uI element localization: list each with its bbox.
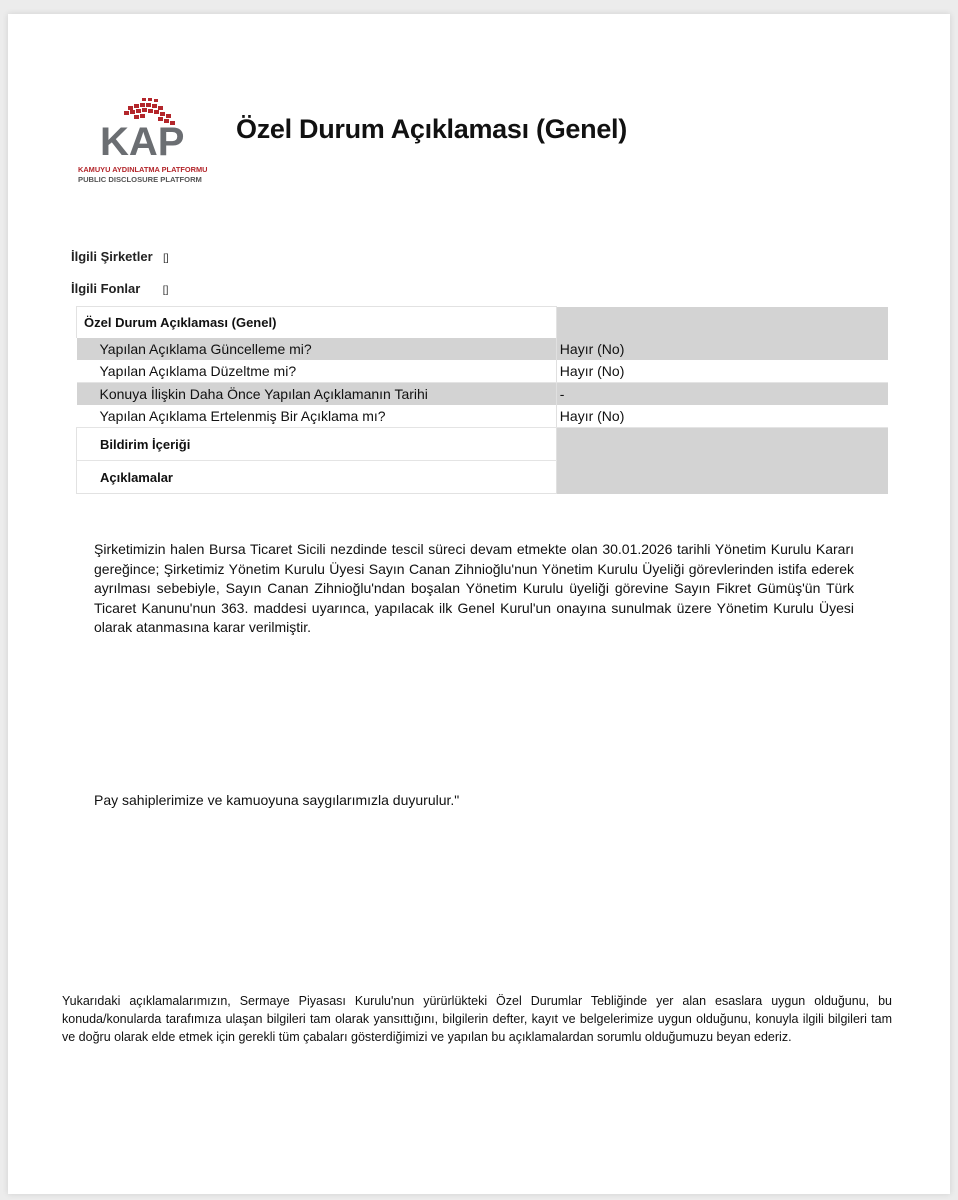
explanations-label: Açıklamalar xyxy=(77,461,557,494)
row-label: Yapılan Açıklama Güncelleme mi? xyxy=(77,338,557,360)
document-page xyxy=(8,14,950,1194)
page-title: Özel Durum Açıklaması (Genel) xyxy=(236,114,627,144)
row-value: Hayır (No) xyxy=(556,338,888,360)
logo-line2: PUBLIC DISCLOSURE PLATFORM xyxy=(78,175,202,184)
row-label: Yapılan Açıklama Düzeltme mi? xyxy=(77,360,557,383)
announcement-closing: Pay sahiplerimize ve kamuoyuna saygılarımızla duyurulur." xyxy=(94,792,460,808)
announcement-paragraph: Şirketimizin halen Bursa Ticaret Sicili nezdinde tescil süreci devam etmekte olan 30.01.2026 tarihli Yönetim Kurulu Kararı gereğince; Şirketimiz Yönetim Kurulu Üyesi Sayın Canan Zihnioğlu'nun Yönetim Kurulu Üyeliği görevlerinden istifa ederek ayrılması sebebiyle, Sayın Canan Zihnioğlu'ndan boşalan Yönetim Kurulu üyeliği görevine Sayın Fikret Gümüş'ün Türk Ticaret Kanunu'nun 363. maddesi uyarınca, yapılacak ilk Genel Kurul'un onayına sunulmak üzere Yönetim Kurulu Üyesi olarak atanmasına karar verilmiştir. xyxy=(94,541,854,635)
content-value xyxy=(556,428,888,461)
related-companies xyxy=(71,248,169,266)
related-companies-value: [] xyxy=(163,253,169,264)
row-value: Hayır (No) xyxy=(556,405,888,428)
table-row xyxy=(77,405,889,428)
disclosure-info-table xyxy=(76,306,888,494)
table-section-header xyxy=(77,307,889,339)
table-row xyxy=(77,338,889,360)
row-label: Yapılan Açıklama Ertelenmiş Bir Açıklama mı? xyxy=(77,405,557,428)
legal-disclaimer: Yukarıdaki açıklamalarımızın, Sermaye Piyasası Kurulu'nun yürürlükteki Özel Durumlar Tebliğinde yer alan esaslara uygun olduğunu, bu konuda/konularda tarafımıza ulaşan bilgileri tam olarak yansıttığını, bilgilerin defter, kayıt ve belgelerimize uygun olduğunu, konuyla ilgili bilgileri tam ve doğru olarak elde etmek için gerekli tüm çabaları gösterdiğimizi ve yapılan bu açıklamalardan sorumlu olduğumuzu beyan ederiz. xyxy=(62,994,892,1044)
related-companies-label: İlgili Şirketler xyxy=(71,249,153,264)
explanations-row xyxy=(77,461,889,494)
related-funds-value: [] xyxy=(162,285,169,296)
kap-logo xyxy=(70,92,220,192)
logo-line1: KAMUYU AYDINLATMA PLATFORMU xyxy=(78,165,208,174)
row-value: Hayır (No) xyxy=(556,360,888,383)
section-title-value xyxy=(556,307,888,339)
related-funds-label: İlgili Fonlar xyxy=(71,281,141,296)
related-funds xyxy=(71,280,168,298)
logo-brand-text: KAP xyxy=(100,120,185,164)
content-row xyxy=(77,428,889,461)
explanations-value xyxy=(556,461,888,494)
content-label: Bildirim İçeriği xyxy=(77,428,557,461)
table-row xyxy=(77,360,889,383)
table-row xyxy=(77,383,889,406)
row-value: - xyxy=(556,383,888,406)
section-title: Özel Durum Açıklaması (Genel) xyxy=(77,307,557,339)
row-label: Konuya İlişkin Daha Önce Yapılan Açıklamanın Tarihi xyxy=(77,383,557,406)
